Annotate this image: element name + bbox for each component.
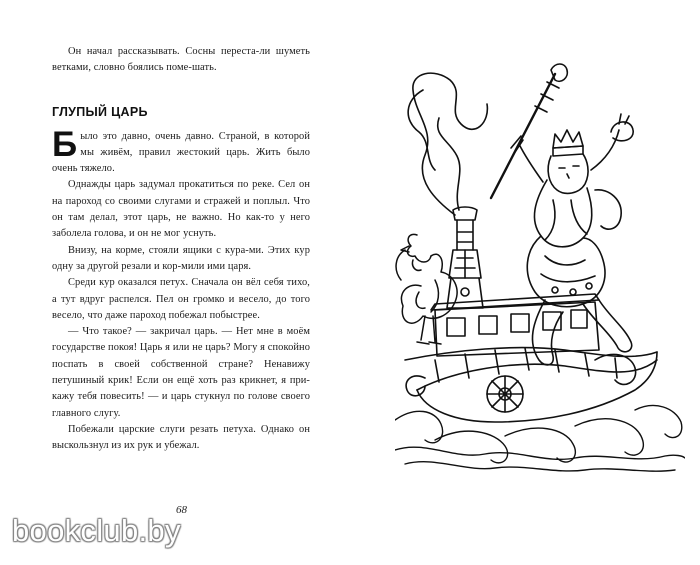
smoke-plume [413,73,488,215]
intro-paragraph: Он начал рассказывать. Сосны переста-ли шуметь ветками, словно боялись поме-шать. [52,46,310,74]
waves [395,406,685,472]
page-number: 68 [176,504,187,516]
rooster [396,234,457,344]
smokestack [447,207,483,308]
paragraph-2: Однажды царь задумал прокатиться по реке. Сел он на пароход со своими слугами и стражей и поплыл. Что он там делал, этот царь, не важно. Но как-то у него заболела голова, и он не мог уснуть. [52,179,310,240]
chapter-body [52,124,310,455]
paragraph-1-text: ыло это давно, очень давно. Страной, в которой мы живём, правил жестокий царь. Жить было очень тяжело. [52,130,310,175]
tsar-figure [491,64,633,365]
drop-cap: Б [52,124,78,164]
paragraph-6: Побежали царские слуги резать петуха. Однако он выскользнул из их рук и убежал. [52,423,310,452]
paragraph-4: Среди кур оказался петух. Сначала он вёл себя тихо, а тут вдруг распелся. Пел он громко и весело, до того весело, что даже пароход побежал побыстрее. [52,277,310,321]
watermark-logo: bookclub.by [12,513,181,548]
steamboat-hull [405,294,657,422]
paragraph-3: Внизу, на корме, стояли ящики с кура-ми. Этих кур одну за другой резали и кор-мили ими царя. [52,244,310,272]
chapter-title: ГЛУПЫЙ ЦАРЬ [52,104,148,119]
paragraph-1 [52,124,310,178]
left-page [52,44,310,455]
tsar-steamboat-illustration [395,60,685,475]
paragraph-5: — Что такое? — закричал царь. — Нет мне в моём государстве покоя! Царь я или не царь? Могу я спокойно поспать в своей собственной стране? Ненавижу петушиный крик! Если он ещё хоть раз крикнет, я при-кажу тебя повесить! — и царь стукнул по голове своего главного слугу. [52,326,310,419]
